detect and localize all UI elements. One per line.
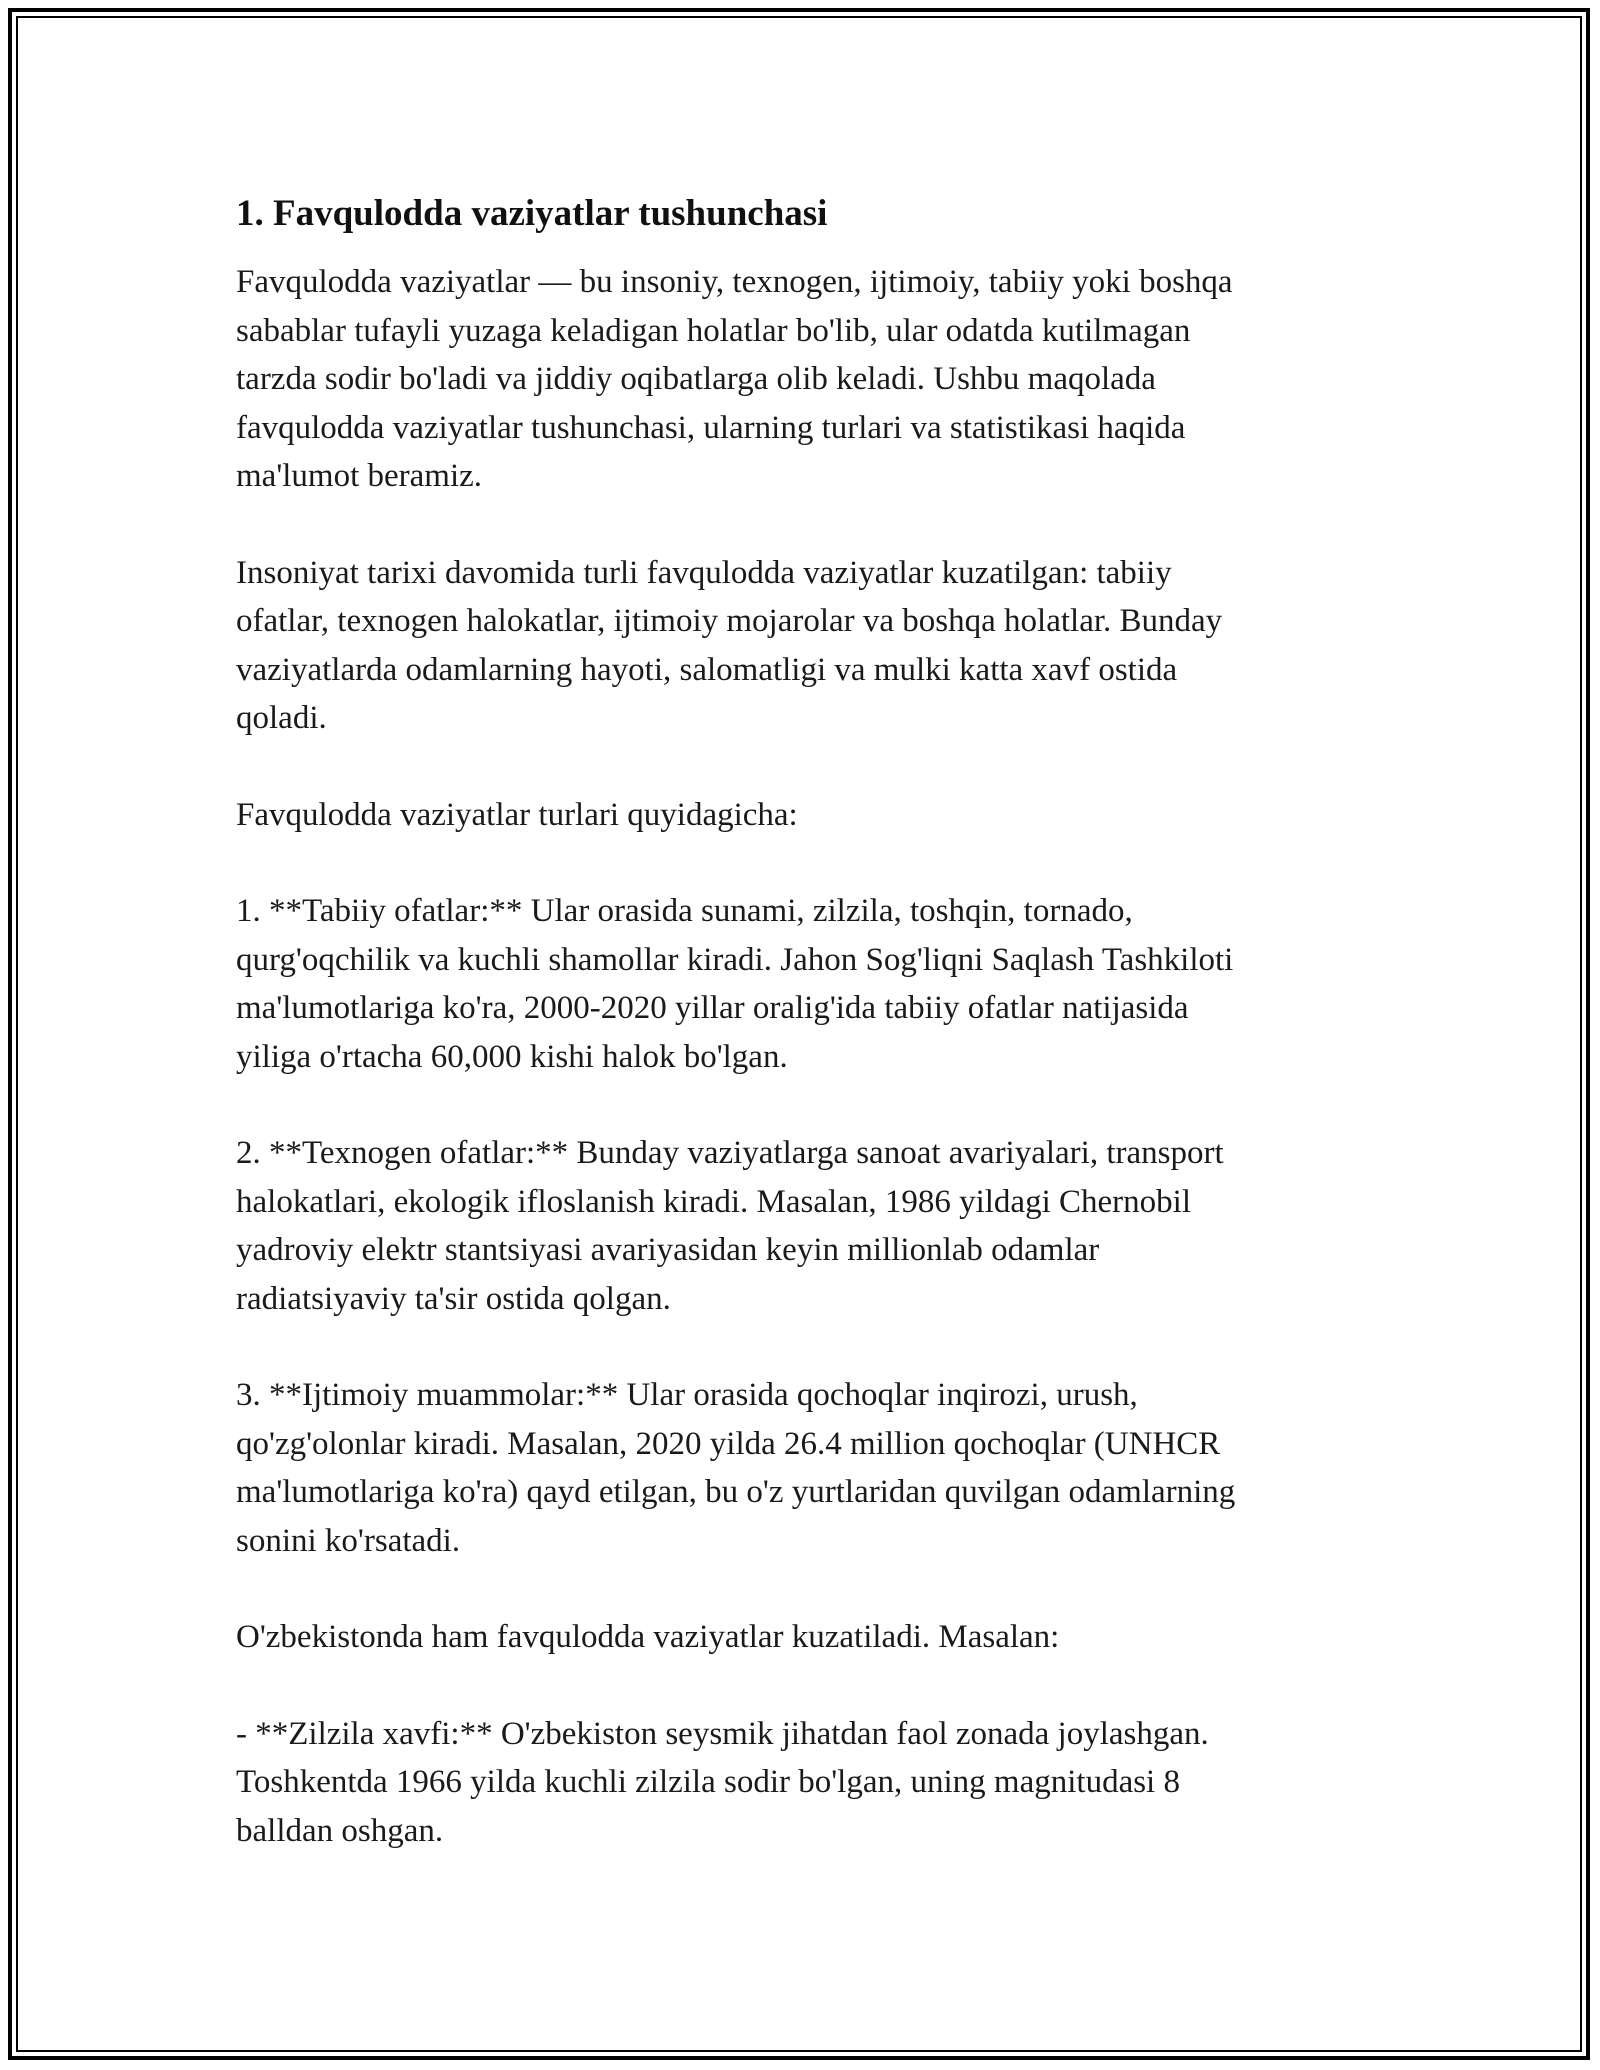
paragraph-types-heading: Favqulodda vaziyatlar turlari quyidagicha: [236,796,798,833]
list-item-natural-disasters: 1. **Tabiiy ofatlar:** Ular orasida sunami, zilzila, toshqin, tornado, qurg'oqchilik va kuchli shamollar kiradi. Jahon Sog'liqni Saqlash Tashkiloti ma'lumotlariga ko'ra, 2000-2020 yillar oralig'ida tabiiy ofatlar natijasida yiliga o'rtacha 60,000 kishi halok bo'lgan. [236,893,1234,1075]
paragraph-intro: Favqulodda vaziyatlar — bu insoniy, texnogen, ijtimoiy, tabiiy yoki boshqa sabablar tufayli yuzaga keladigan holatlar bo'lib, ular odatda kutilmagan tarzda sodir bo'ladi va jiddiy oqibatlarga olib keladi. Ushbu maqolada favqulodda vaziyatlar tushunchasi, ularning turlari va statistikasi haqida ma'lumot beramiz. [236,264,1233,494]
document-body [236,186,1366,1855]
list-item-earthquake-risk: - **Zilzila xavfi:** O'zbekiston seysmik jihatdan faol zonada joylashgan. Toshkentda 1966 yilda kuchli zilzila sodir bo'lgan, uning magnitudasi 8 balldan oshgan. [236,1715,1209,1849]
paragraph-history: Insoniyat tarixi davomida turli favqulodda vaziyatlar kuzatilgan: tabiiy ofatlar, texnogen halokatlar, ijtimoiy mojarolar va boshqa holatlar. Bunday vaziyatlarda odamlarning hayoti, salomatligi va mulki katta xavf ostida qoladi. [236,554,1223,736]
list-item-technogenic-disasters: 2. **Texnogen ofatlar:** Bunday vaziyatlarga sanoat avariyalari, transport halokatlari, ekologik ifloslanish kiradi. Masalan, 1986 yildagi Chernobil yadroviy elektr stantsiyasi avariyasidan keyin millionlab odamlar radiatsiyaviy ta'sir ostida qolgan. [236,1135,1224,1317]
list-item-social-problems: 3. **Ijtimoiy muammolar:** Ular orasida qochoqlar inqirozi, urush, qo'zg'olonlar kiradi. Masalan, 2020 yilda 26.4 million qochoqlar (UNHCR ma'lumotlariga ko'ra) qayd etilgan, bu o'z yurtlaridan quvilgan odamlarning sonini ko'rsatadi. [236,1377,1236,1559]
paragraph-uzbekistan: O'zbekistonda ham favqulodda vaziyatlar kuzatiladi. Masalan: [236,1619,1060,1655]
document-title: 1. Favqulodda vaziyatlar tushunchasi [236,193,828,234]
